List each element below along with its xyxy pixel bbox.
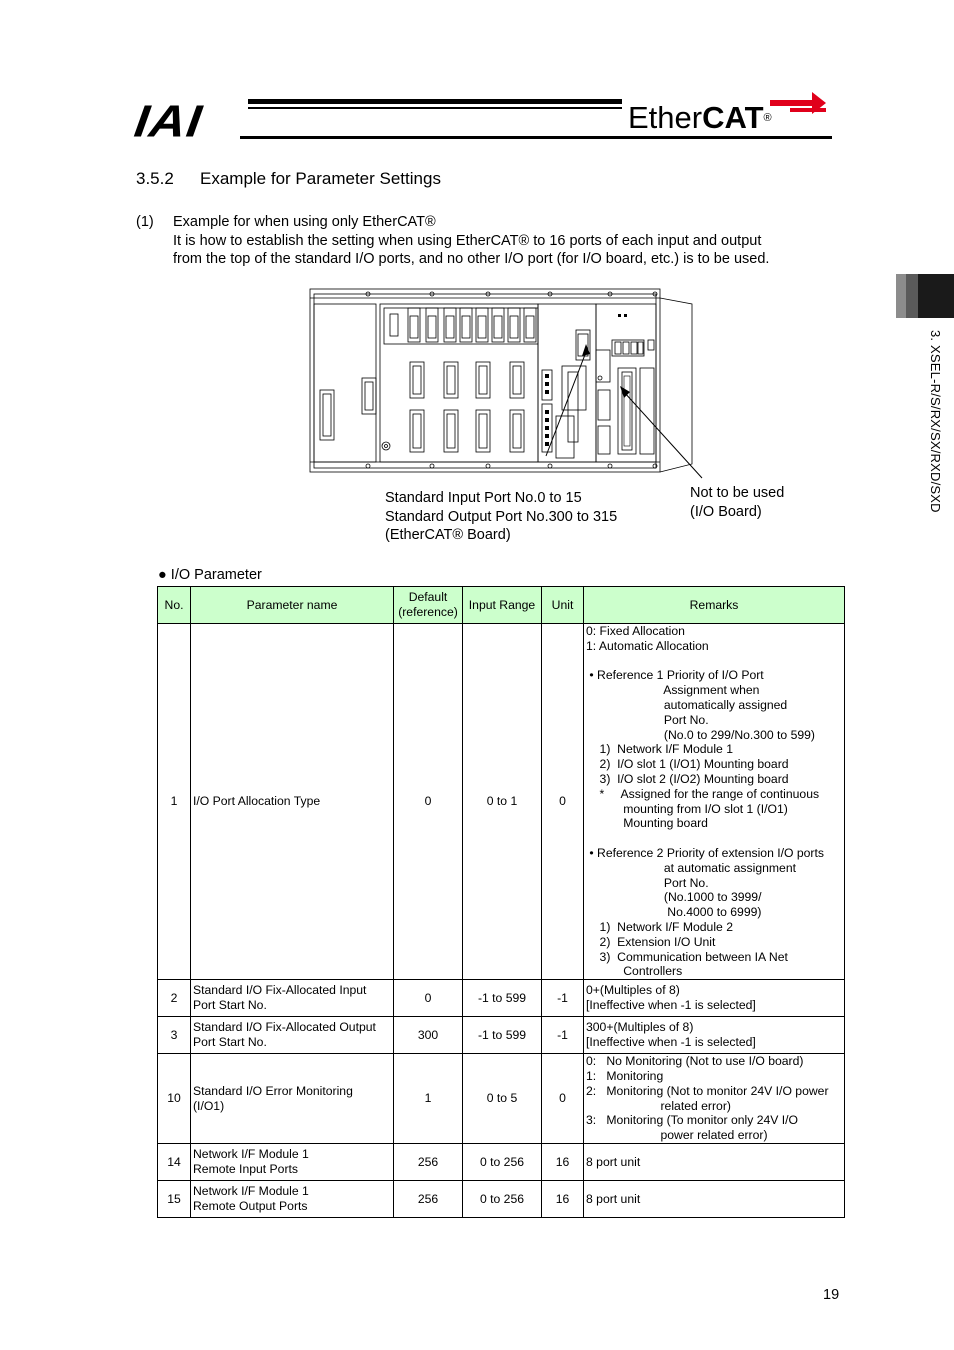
parameter-name-line: Standard I/O Fix-Allocated Input (193, 983, 367, 998)
header-rule-top (248, 99, 622, 104)
cell-unit: 0 (542, 624, 584, 980)
parameter-name-line: Remote Input Ports (193, 1161, 298, 1176)
remarks-line: [Ineffective when -1 is selected] (586, 998, 756, 1013)
remarks-line: Port No. (586, 875, 709, 890)
cell-input-range: -1 to 599 (463, 980, 542, 1017)
header-default (394, 587, 463, 624)
remarks-line: 1) Network I/F Module 2 (586, 919, 733, 934)
remarks-line (586, 831, 842, 846)
parameter-name-line: Standard I/O Error Monitoring (193, 1083, 353, 1098)
cell-default: 256 (394, 1143, 463, 1180)
intro-line: from the top of the standard I/O ports, and no other I/O port (for I/O board, etc.) is to be used. (173, 251, 770, 267)
cell-no: 15 (158, 1180, 191, 1217)
ethercat-logo (628, 100, 772, 136)
remarks-line: 2) Extension I/O Unit (586, 934, 716, 949)
header-unit: Unit (542, 587, 584, 624)
remarks-line: No.4000 to 6999) (586, 905, 762, 920)
remarks-line: * Assigned for the range of continuous (586, 786, 820, 801)
ethercat-logo-cat: CAT (702, 100, 764, 135)
remarks-line: related error) (586, 1098, 731, 1113)
table-row (158, 980, 845, 1017)
remarks-line: 1: Monitoring (586, 1068, 664, 1083)
cell-parameter-name (191, 1180, 394, 1217)
header-default-line: Default (408, 590, 448, 605)
parameter-name-line: I/O Port Allocation Type (193, 794, 321, 809)
remarks-line: Assignment when (586, 683, 760, 698)
cell-default: 256 (394, 1180, 463, 1217)
intro-paragraph (136, 213, 769, 269)
ethercat-logo-reg: ® (763, 112, 772, 124)
cell-remarks (584, 1054, 845, 1144)
remarks-line: 8 port unit (586, 1154, 641, 1169)
remarks-line: Mounting board (586, 816, 708, 831)
remarks-line: 1: Automatic Allocation (586, 638, 709, 653)
cell-default: 1 (394, 1054, 463, 1144)
cell-no: 10 (158, 1054, 191, 1144)
cell-no: 1 (158, 624, 191, 980)
io-parameter-table (157, 586, 845, 1218)
remarks-line: 2) I/O slot 1 (I/O1) Mounting board (586, 757, 789, 772)
section-number: 3.5.2 (136, 169, 174, 188)
ethercat-arrow-icon (770, 90, 830, 120)
cell-input-range: 0 to 1 (463, 624, 542, 980)
remarks-line: at automatic assignment (586, 860, 796, 875)
parameter-name-line: Standard I/O Fix-Allocated Output (193, 1020, 376, 1035)
cell-remarks (584, 1180, 845, 1217)
cell-remarks (584, 1017, 845, 1054)
table-header-row (158, 587, 845, 624)
cell-input-range: 0 to 256 (463, 1143, 542, 1180)
cell-unit: 16 (542, 1143, 584, 1180)
remarks-line: mounting from I/O slot 1 (I/O1) (586, 801, 788, 816)
cell-unit: -1 (542, 980, 584, 1017)
cell-input-range: 0 to 256 (463, 1180, 542, 1217)
io-label-line: (I/O Board) (690, 503, 762, 520)
cell-parameter-name (191, 624, 394, 980)
cell-parameter-name (191, 980, 394, 1017)
cell-input-range: -1 to 599 (463, 1017, 542, 1054)
parameter-name-line: Network I/F Module 1 (193, 1147, 309, 1162)
cell-remarks (584, 624, 845, 980)
cell-no: 3 (158, 1017, 191, 1054)
io-label-line: Not to be used (690, 485, 785, 501)
io-parameter-title: ● I/O Parameter (158, 567, 262, 583)
io-board-label (690, 484, 784, 521)
remarks-line: 3) Communication between IA Net (586, 949, 788, 964)
header-rule-mid (248, 107, 622, 109)
ethercat-label-line: (EtherCAT® Board) (385, 527, 511, 543)
intro-line-text: Example for when using only EtherCAT® (173, 214, 436, 230)
header-remarks: Remarks (584, 587, 845, 624)
header-parameter-name: Parameter name (191, 587, 394, 624)
parameter-name-line: Port Start No. (193, 998, 267, 1013)
remarks-line: 3: Monitoring (To monitor only 24V I/O (586, 1113, 799, 1128)
intro-line (136, 213, 769, 232)
remarks-line: 0: No Monitoring (Not to use I/O board) (586, 1054, 804, 1069)
remarks-line: 0+(Multiples of 8) (586, 983, 680, 998)
remarks-line: 300+(Multiples of 8) (586, 1020, 694, 1035)
ethercat-label-line: Standard Input Port No.0 to 15 (385, 490, 582, 506)
remarks-line: (No.0 to 299/No.300 to 599) (586, 727, 815, 742)
remarks-line: power related error) (586, 1128, 768, 1143)
cell-parameter-name (191, 1054, 394, 1144)
callout-lines (540, 330, 710, 490)
parameter-name-line: Remote Output Ports (193, 1198, 308, 1213)
intro-line: It is how to establish the setting when using EtherCAT® to 16 ports of each input and output (173, 232, 762, 249)
remarks-line: [Ineffective when -1 is selected] (586, 1035, 756, 1050)
cell-unit: 16 (542, 1180, 584, 1217)
remarks-line: 8 port unit (586, 1191, 641, 1206)
section-heading (136, 169, 441, 189)
chapter-tab-mid (906, 274, 918, 318)
table-row (158, 624, 845, 980)
cell-input-range: 0 to 5 (463, 1054, 542, 1144)
cell-default: 0 (394, 980, 463, 1017)
table-row (158, 1017, 845, 1054)
section-title: Example for Parameter Settings (200, 169, 441, 188)
table-row (158, 1180, 845, 1217)
cell-remarks (584, 1143, 845, 1180)
cell-parameter-name (191, 1017, 394, 1054)
remarks-line: • Reference 2 Priority of extension I/O ports (586, 845, 824, 860)
ethercat-board-label (385, 489, 617, 545)
remarks-line: • Reference 1 Priority of I/O Port (586, 668, 764, 683)
remarks-line: 0: Fixed Allocation (586, 624, 685, 638)
cell-default: 300 (394, 1017, 463, 1054)
chapter-side-label: 3. XSEL-R/S/RX/SX/RXD/SXD (928, 330, 943, 513)
remarks-line: 2: Monitoring (Not to monitor 24V I/O power (586, 1083, 829, 1098)
remarks-line (586, 654, 842, 669)
header-no: No. (158, 587, 191, 624)
header-rule-bottom (240, 136, 832, 139)
table-row (158, 1143, 845, 1180)
remarks-line: (No.1000 to 3999/ (586, 890, 762, 905)
remarks-line: 1) Network I/F Module 1 (586, 742, 733, 757)
table-row (158, 1054, 845, 1144)
chapter-tab-light (896, 274, 906, 318)
cell-remarks (584, 980, 845, 1017)
ethercat-logo-ether: Ether (628, 100, 703, 135)
cell-unit: -1 (542, 1017, 584, 1054)
cell-no: 2 (158, 980, 191, 1017)
remarks-line: Controllers (586, 964, 683, 979)
remarks-line: automatically assigned (586, 697, 788, 712)
intro-label: (1) (136, 214, 154, 230)
parameter-name-line: (I/O1) (193, 1098, 225, 1113)
cell-parameter-name (191, 1143, 394, 1180)
remarks-line: Port No. (586, 712, 709, 727)
page-number: 19 (823, 1287, 840, 1303)
cell-default: 0 (394, 624, 463, 980)
cell-no: 14 (158, 1143, 191, 1180)
parameter-name-line: Network I/F Module 1 (193, 1184, 309, 1199)
header-input-range: Input Range (463, 587, 542, 624)
chapter-tab-dark (918, 274, 954, 318)
cell-unit: 0 (542, 1054, 584, 1144)
parameter-name-line: Port Start No. (193, 1035, 267, 1050)
remarks-line: 3) I/O slot 2 (I/O2) Mounting board (586, 771, 789, 786)
header-default-line: (reference) (398, 605, 458, 619)
ethercat-label-line: Standard Output Port No.300 to 315 (385, 508, 618, 525)
iai-logo: IAI (131, 95, 206, 147)
